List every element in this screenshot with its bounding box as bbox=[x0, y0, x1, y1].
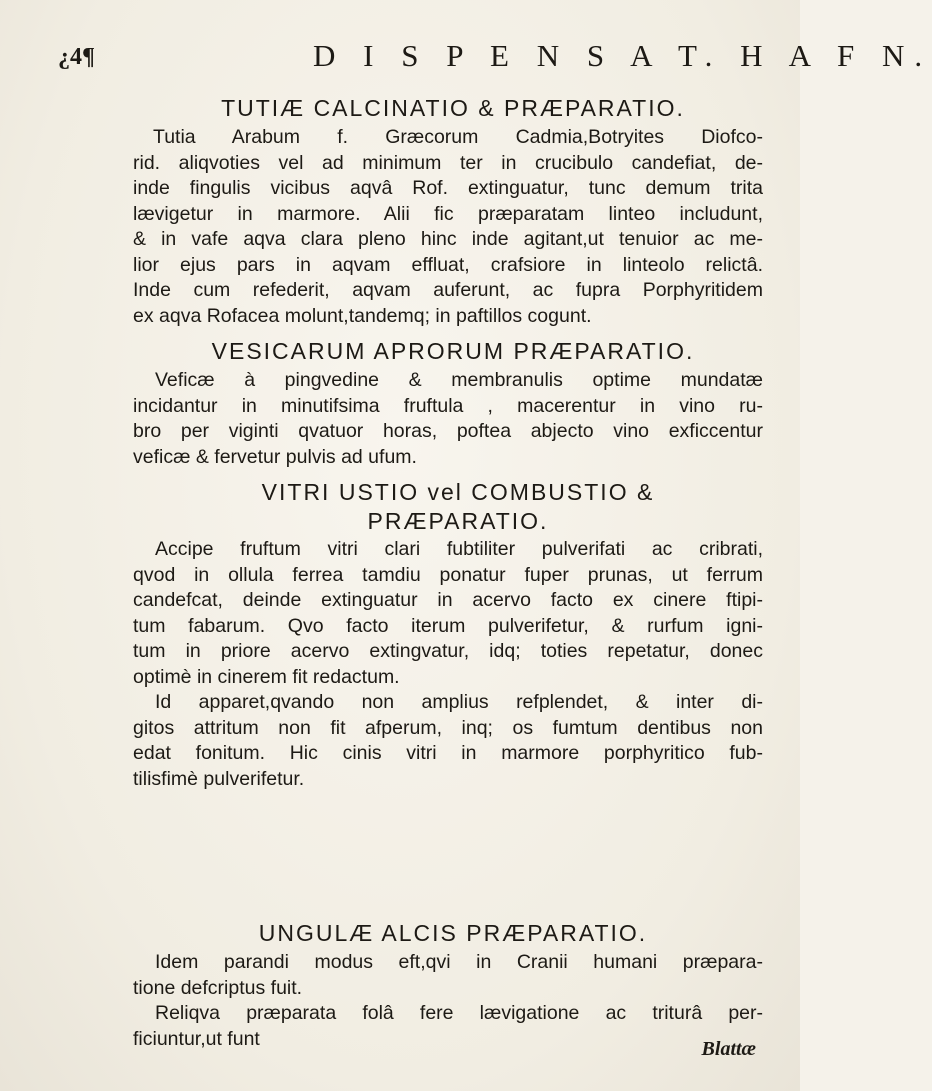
section-body-ungulae bbox=[133, 950, 763, 1052]
text-line: tum in priore acervo extingvatur, idq; toties repetatur, donec bbox=[133, 640, 763, 662]
text-line: Accipe fruftum vitri clari fubtiliter pulverifati ac cribrati, bbox=[155, 538, 763, 560]
running-head bbox=[58, 38, 932, 78]
text-line: Veficæ à pingvedine & membranulis optime mundatæ bbox=[155, 369, 763, 391]
text-line: ex aqva Rofacea molunt,tandemq; in paftillos cogunt. bbox=[133, 304, 592, 327]
text-line: incidantur in minutifsima fruftula , macerentur in vino ru- bbox=[133, 394, 763, 417]
section-heading-vitri: VITRI USTIO vel COMBUSTIO & bbox=[261, 479, 655, 505]
text-line: Id apparet,qvando non amplius refplendet, & inter di- bbox=[155, 691, 763, 713]
section-heading-vesicarum: VESICARUM APRORUM PRÆPARATIO. bbox=[211, 338, 695, 364]
text-line: Inde cum refederit, aqvam auferunt, ac fupra Porphyritidem bbox=[133, 279, 763, 301]
text-line: lior ejus pars in aqvam effluat, crafsiore in linteolo relictâ. bbox=[133, 253, 763, 276]
text-line: tione defcriptus fuit. bbox=[133, 976, 303, 999]
text-line: candefcat, deinde extinguatur in acervo facto ex cinere ftipi- bbox=[133, 589, 763, 611]
section-heading-tutia: TUTIÆ CALCINATIO & PRÆPARATIO. bbox=[221, 95, 685, 121]
section-body-vitri bbox=[133, 537, 763, 792]
text-line: rid. aliqvoties vel ad minimum ter in crucibulo candefiat, de- bbox=[133, 151, 763, 174]
text-line: ficiuntur,ut funt bbox=[133, 1027, 260, 1050]
section-heading-vitri-continued: PRÆPARATIO. bbox=[367, 508, 549, 534]
text-line: edat fonitum. Hic cinis vitri in marmore porphyritico fub- bbox=[133, 742, 763, 764]
text-line: tilisfimè pulverifetur. bbox=[133, 767, 305, 790]
catchword: Blattæ bbox=[701, 1038, 756, 1060]
section-body-vesicarum bbox=[133, 368, 763, 470]
text-line: gitos attritum non fit afperum, inq; os fumtum dentibus non bbox=[133, 716, 763, 739]
text-line: inde fingulis vicibus aqvâ Rof. extinguatur, tunc demum trita bbox=[133, 177, 763, 199]
running-title: D I S P E N S A T. H A F N. bbox=[313, 38, 932, 73]
text-line: bro per viginti qvatuor horas, poftea abjecto vino exficcentur bbox=[133, 420, 763, 442]
text-line: Tutia Arabum f. Græcorum Cadmia,Botryites Diofco- bbox=[153, 126, 763, 148]
text-line: veficæ & fervetur pulvis ad ufum. bbox=[133, 445, 417, 468]
text-line: & in vafe aqva clara pleno hinc inde agitant,ut tenuior ac me- bbox=[133, 228, 763, 250]
text-line: Reliqva præparata folâ fere lævigatione ac triturâ per- bbox=[155, 1002, 763, 1024]
section-heading-ungulae: UNGULÆ ALCIS PRÆPARATIO. bbox=[258, 920, 648, 946]
text-line: Idem parandi modus eft,qvi in Cranii humani præpara- bbox=[155, 951, 763, 973]
text-line: lævigetur in marmore. Alii fic præparatam linteo includunt, bbox=[133, 202, 763, 225]
text-line: qvod in ollula ferrea tamdiu ponatur fuper prunas, ut ferrum bbox=[133, 563, 763, 586]
section-body-tutia bbox=[133, 125, 763, 329]
page-number: ¿4¶ bbox=[58, 44, 95, 70]
text-line: optimè in cinerem fit redactum. bbox=[133, 665, 400, 688]
text-line: tum fabarum. Qvo facto iterum pulverifetur, & rurfum igni- bbox=[133, 614, 763, 637]
